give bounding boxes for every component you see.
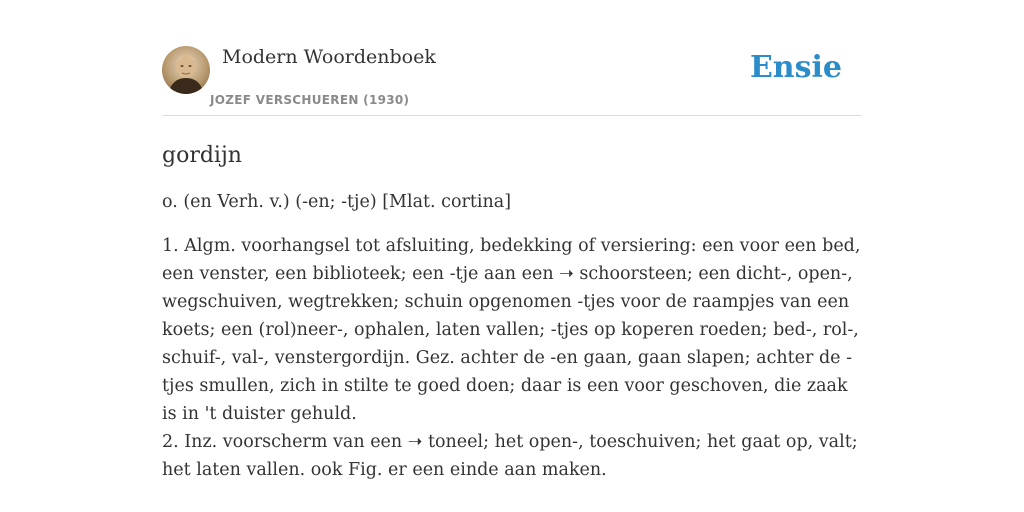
entry-card [162, 40, 862, 484]
entry-header [162, 40, 862, 116]
book-title[interactable]: Modern Woordenboek [222, 46, 436, 68]
definition [162, 232, 862, 484]
sense-1: 1. Algm. voorhangsel tot afsluiting, bedekking of versiering: een voor een bed, een venster, een biblioteek; een -tje aan een ➝ schoorsteen; een dicht-, open-, wegschuiven, wegtrekken; schuin opgenomen -tjes voor de raampjes van een koets; een (rol)neer-, ophalen, laten vallen; -tjes op koperen roeden; bed-, rol-, schuif-, val-, venstergordijn. Gez. achter de -en gaan, gaan slapen; achter de -tjes smullen, zich in stilte te goed doen; daar is een voor geschoven, die zaak is in 't duister gehuld. [162, 236, 861, 424]
author-avatar [162, 46, 210, 94]
grammar-info: o. (en Verh. v.) (-en; -tje) [Mlat. cortina] [162, 192, 512, 212]
headword: gordijn [162, 143, 242, 168]
brand-logo[interactable]: Ensie [749, 50, 842, 85]
sense-2: 2. Inz. voorscherm van een ➝ toneel; het open-, toeschuiven; het gaat op, valt; het laten vallen. ook Fig. er een einde aan maken. [162, 432, 858, 480]
author-name[interactable]: JOZEF VERSCHUEREN (1930) [210, 93, 410, 107]
author-portrait-icon [162, 46, 210, 94]
